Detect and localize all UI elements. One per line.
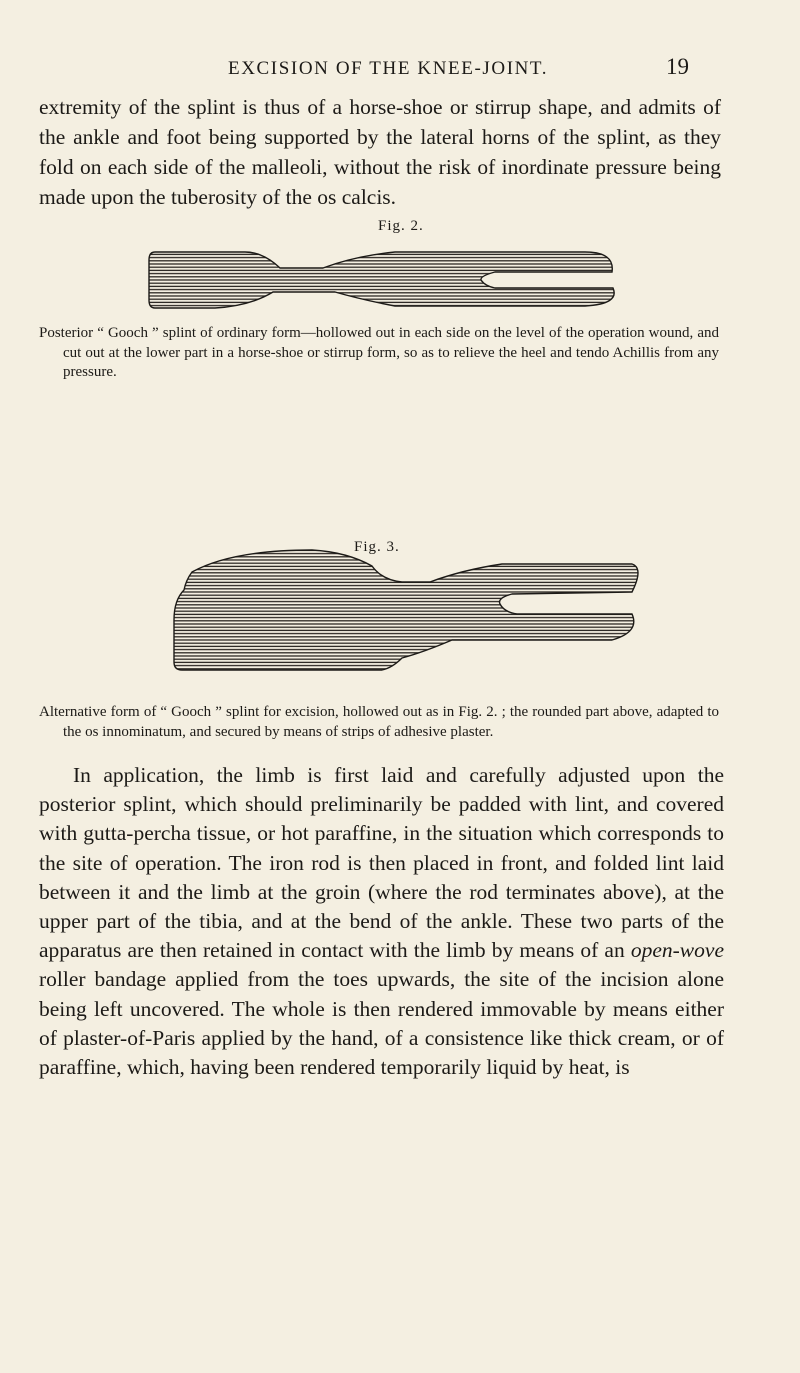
body-italic-term: open-wove: [630, 938, 724, 963]
body-text-part-1: In application, the limb is first laid and carefully adjusted upon the posterior splint, which should preliminarily be padded with lint, and covered with gutta-percha tissue, or hot paraffine, in the situation which corresponds to the site of operation. The iron rod is then placed in front, and folded lint laid between it and the limb at the groin (where the rod terminates above), at the upper part of the tibia, and at the bend of the ankle. These two parts of the apparatus are then retained in contact with the limb by means of an: [39, 763, 724, 963]
page-header: [0, 54, 800, 88]
figure-2-label: Fig. 2.: [378, 218, 424, 234]
figure-2-splint-shape: [149, 252, 614, 308]
page-number: 19: [666, 54, 689, 79]
figure-3-label: Fig. 3.: [354, 539, 400, 555]
body-text-part-2: roller bandage applied from the toes upwards, the site of the incision alone being left uncovered. The whole is then rendered immovable by means either of plaster-of-Paris applied by the hand, of a consistence like thick cream, or of paraffine, which, having been rendered temporarily liquid by heat, is: [39, 967, 724, 1080]
figure-3-caption: Alternative form of “ Gooch ” splint for excision, hollowed out as in Fig. 2. ; the rounded part above, adapted to the os innominatum, and secured by means of strips of adhesive plaster.: [39, 704, 719, 740]
figure-2-splint-illustration: [145, 244, 660, 314]
figure-3-splint-shape: [174, 550, 638, 670]
figure-2-caption: Posterior “ Gooch ” splint of ordinary form—hollowed out in each side on the level of the operation wound, and cut out at the lower part in a horse-shoe or stirrup form, so as to relieve the heel and tendo Achillis from any pressure.: [39, 325, 719, 380]
body-paragraph: [39, 761, 724, 1082]
figure-3-splint-illustration: [162, 540, 652, 680]
running-head: EXCISION OF THE KNEE-JOINT.: [228, 58, 549, 79]
opening-paragraph: extremity of the splint is thus of a horse-shoe or stirrup shape, and admits of the ankle and foot being supported by the lateral horns of the splint, as they fold on each side of the malleoli, without the risk of inordinate pressure being made upon the tuberosity of the os calcis.: [39, 95, 721, 209]
